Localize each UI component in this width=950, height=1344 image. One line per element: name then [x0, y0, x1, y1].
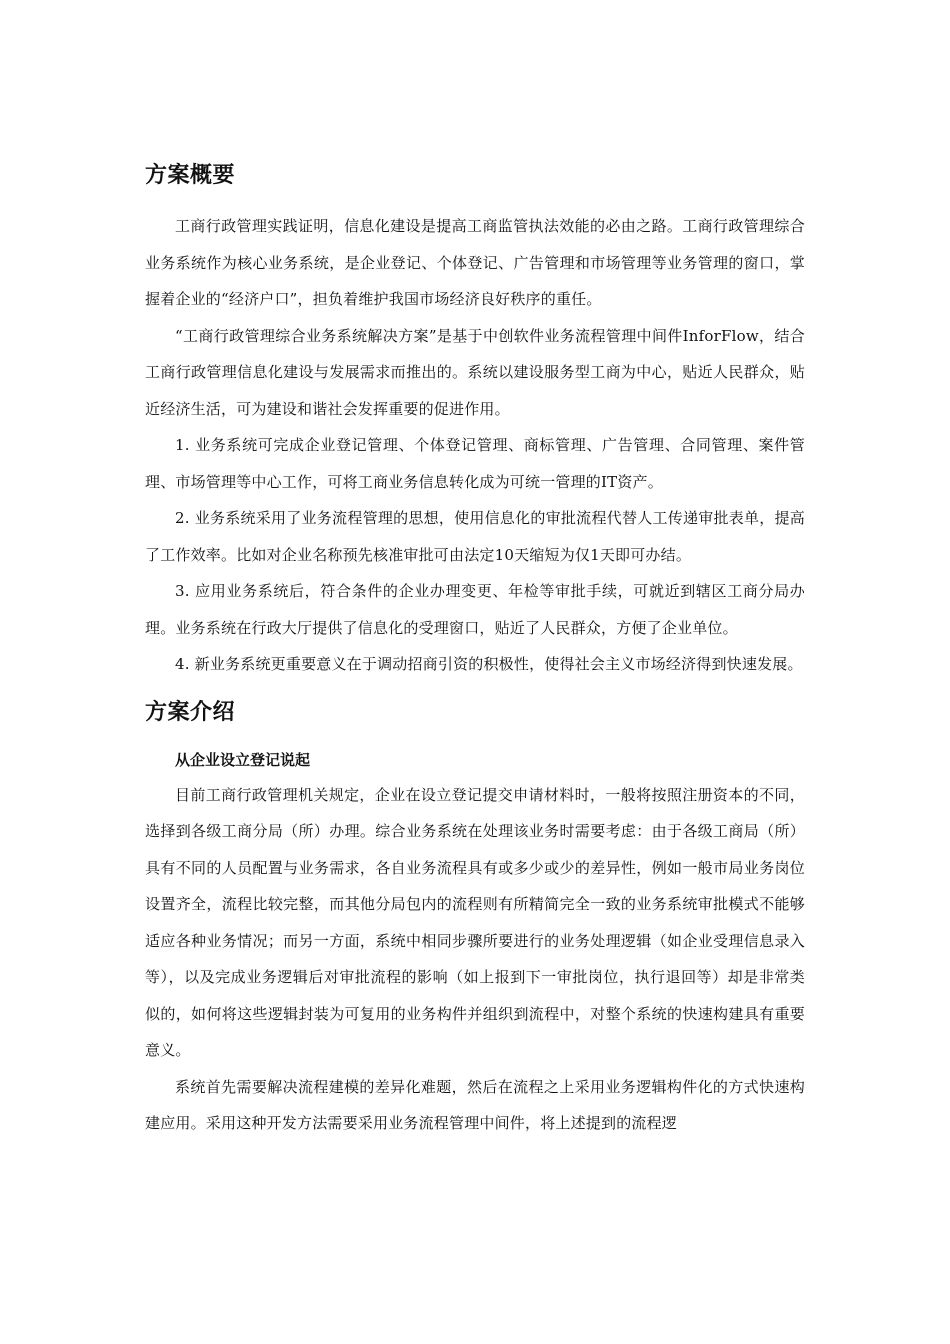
paragraph: 系统首先需要解决流程建模的差异化难题，然后在流程之上采用业务逻辑构件化的方式快速构建应用。采用这种开发方法需要采用业务流程管理中间件，将上述提到的流程逻 — [145, 1077, 805, 1132]
list-item: 3. 应用业务系统后，符合条件的企业办理变更、年检等审批手续，可就近到辖区工商分局办理。业务系统在行政大厅提供了信息化的受理窗口，贴近了人民群众，方便了企业单位。 — [145, 582, 805, 637]
section-title-overview: 方案概要 — [145, 163, 236, 188]
list-item: 4. 新业务系统更重要意义在于调动招商引资的积极性，使得社会主义市场经济得到快速发展。 — [175, 655, 803, 673]
list-item: 1. 业务系统可完成企业登记管理、个体登记管理、商标管理、广告管理、合同管理、案件管理、市场管理等中心工作，可将工商业务信息转化成为可统一管理的IT资产。 — [145, 436, 805, 491]
section-title-introduction: 方案介绍 — [145, 699, 236, 725]
paragraph: 目前工商行政管理机关规定，企业在设立登记提交申请材料时，一般将按照注册资本的不同，选择到各级工商分局（所）办理。综合业务系统在处理该业务时需要考虑：由于各级工商局（所）具有不同的人员配置与业务需求，各自业务流程具有或多少或少的差异性，例如一般市局业务岗位设置齐全，流程比较完整，而其他分局包内的流程则有所精简完全一致的业务系统审批模式不能够适应各种业务情况；而另一方面，系统中相同步骤所要进行的业务处理逻辑（如企业受理信息录入等），以及完成业务逻辑后对审批流程的影响（如上报到下一审批岗位，执行退回等）却是非常类似的，如何将这些逻辑封装为可复用的业务构件并组织到流程中，对整个系统的快速构建具有重要意义。 — [145, 785, 805, 1059]
paragraph: 工商行政管理实践证明，信息化建设是提高工商监管执法效能的必由之路。工商行政管理综合业务系统作为核心业务系统，是企业登记、个体登记、广告管理和市场管理等业务管理的窗口，掌握着企业的“经济户口”，担负着维护我国市场经济良好秩序的重任。 — [145, 217, 805, 308]
subsection-title: 从企业设立登记说起 — [175, 750, 311, 769]
document-body — [145, 158, 805, 1142]
paragraph: “工商行政管理综合业务系统解决方案”是基于中创软件业务流程管理中间件InforFlow，结合工商行政管理信息化建设与发展需求而推出的。系统以建设服务型工商为中心，贴近人民群众，贴近经济生活，可为建设和谐社会发挥重要的促进作用。 — [145, 326, 805, 418]
list-item: 2. 业务系统采用了业务流程管理的思想，使用信息化的审批流程代替人工传递审批表单，提高了工作效率。比如对企业名称预先核准审批可由法定10天缩短为仅1天即可办结。 — [145, 509, 805, 564]
